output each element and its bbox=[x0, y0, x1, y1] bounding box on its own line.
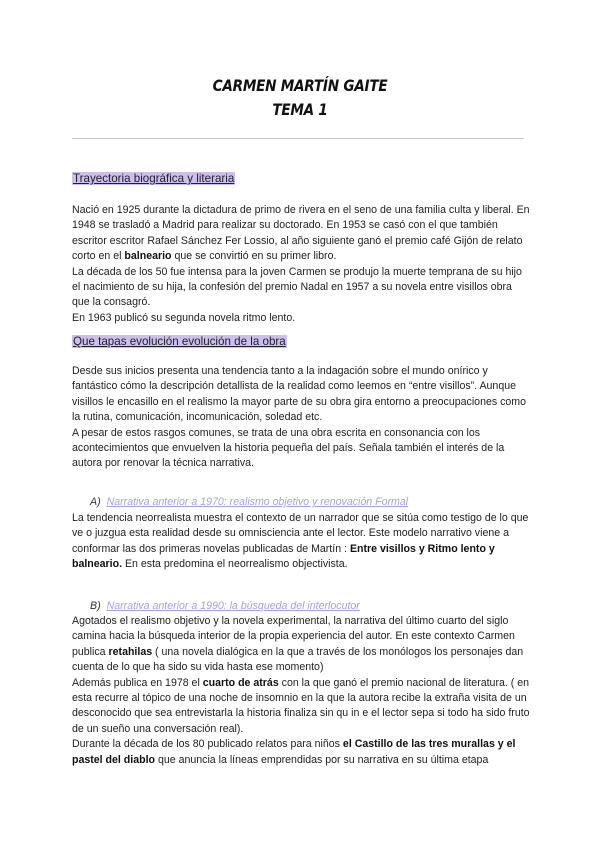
bold-text: cuarto de atrás bbox=[202, 676, 279, 689]
paragraph: Agotados el realismo objetivo y la novela experimental, la narrativa del último cuarto del siglo camina hacia la búsqueda interior de la propia experiencia del autor. En este contexto Carmen publica retahilas ( una novela dialógica en la que a través de los monólogos los personajes dan cuenta de lo que ha sido su vida hasta ese momento) bbox=[72, 615, 524, 674]
section-body-evolucion bbox=[72, 364, 530, 472]
paragraph: Desde sus inicios presenta una tendencia tanto a la indagación sobre el mundo onírico y fantástico cómo la descripción detallista de la realidad como leemos en “entre visillos”. Aunque visillos le encasillo en el realismo la mayor parte de su obra gira entorno a preocupaciones como la rutina, comunicación, incomunicación, soledad etc. bbox=[72, 365, 527, 424]
bold-text: balneario bbox=[124, 250, 172, 263]
subsection-title: Narrativa anterior a 1970: realismo objetivo y renovación Formal bbox=[106, 496, 409, 508]
paragraph: Durante la década de los 80 publicado relatos para niños el Castillo de las tres murallas y el pastel del diablo que anuncia la líneas emprendidas por su narrativa en su última etapa bbox=[72, 738, 516, 766]
bold-text: retahilas bbox=[108, 645, 153, 658]
subsection-letter: B) bbox=[90, 600, 101, 612]
subsection-title: Narrativa anterior a 1990: la búsqueda del interlocutor bbox=[106, 600, 360, 612]
horizontal-divider bbox=[72, 138, 524, 139]
paragraph: En 1963 publicó su segunda novela ritmo lento. bbox=[72, 311, 296, 324]
bold-text: Entre visillos y Ritmo lento y balneario. bbox=[72, 542, 495, 571]
bold-text: el Castillo de las tres murallas y el pastel del diablo bbox=[72, 738, 516, 766]
paragraph: A pesar de estos rasgos comunes, se trata de una obra escrita en consonancia con los acontecimientos que envuelven la historia pequeña del país. Señala también el interés de la autora por renovar la técnica narrativa. bbox=[72, 426, 505, 470]
subsection-letter: A) bbox=[90, 496, 101, 508]
document-title: CARMEN MARTÍN GAITE bbox=[212, 76, 388, 95]
paragraph: La tendencia neorrealista muestra el contexto de un narrador que se sitúa como testigo de lo que ve o juzgua esta realidad desde su omnisciencia ante el lector. Este modelo narrativo viene a conformar las dos primeras novelas publicadas de Martín : Entre visillos y Ritmo lento y balneario. En esta predomina el neorrealismo objectivista. bbox=[72, 512, 529, 571]
subsection-heading-b bbox=[90, 600, 360, 612]
section-heading-evolucion: Que tapas evolución evolución de la obra bbox=[73, 335, 286, 348]
subsection-body-b bbox=[72, 614, 530, 768]
section-body-trayectoria bbox=[72, 203, 530, 326]
document-subtitle: TEMA 1 bbox=[272, 100, 328, 119]
subsection-heading-a bbox=[90, 496, 408, 508]
paragraph: Nació en 1925 durante la dictadura de primo de rivera en el seno de una familia culta y liberal. En 1948 se trasladó a Madrid para realizar su doctorado. En 1953 se casó con el que también escritor escritor Rafael Sánchez Fer Lossio, al año siguiente ganó el premio café Gijón de relato corto en el balneario que se convirtió en su primer libro. bbox=[72, 204, 530, 263]
subsection-body-a bbox=[72, 511, 530, 573]
paragraph: La década de los 50 fue intensa para la joven Carmen se produjo la muerte temprana de su hijo el nacimiento de su hija, la confesión del premio Nadal en 1957 a su novela entre visillos obra que la consagró. bbox=[72, 265, 522, 309]
paragraph: Además publica en 1978 el cuarto de atrás con la que ganó el premio nacional de literatura. ( en esta recurre al tópico de una noche de insomnio en la que la autora recibe la extraña visita de un desconocido que sea entrevistarla la historia finaliza sin qu in e el lector sepa si todo ha sido fruto de un sueño una conversación real). bbox=[72, 676, 530, 735]
section-heading-trayectoria: Trayectoria biográfica y literaria bbox=[73, 172, 235, 185]
